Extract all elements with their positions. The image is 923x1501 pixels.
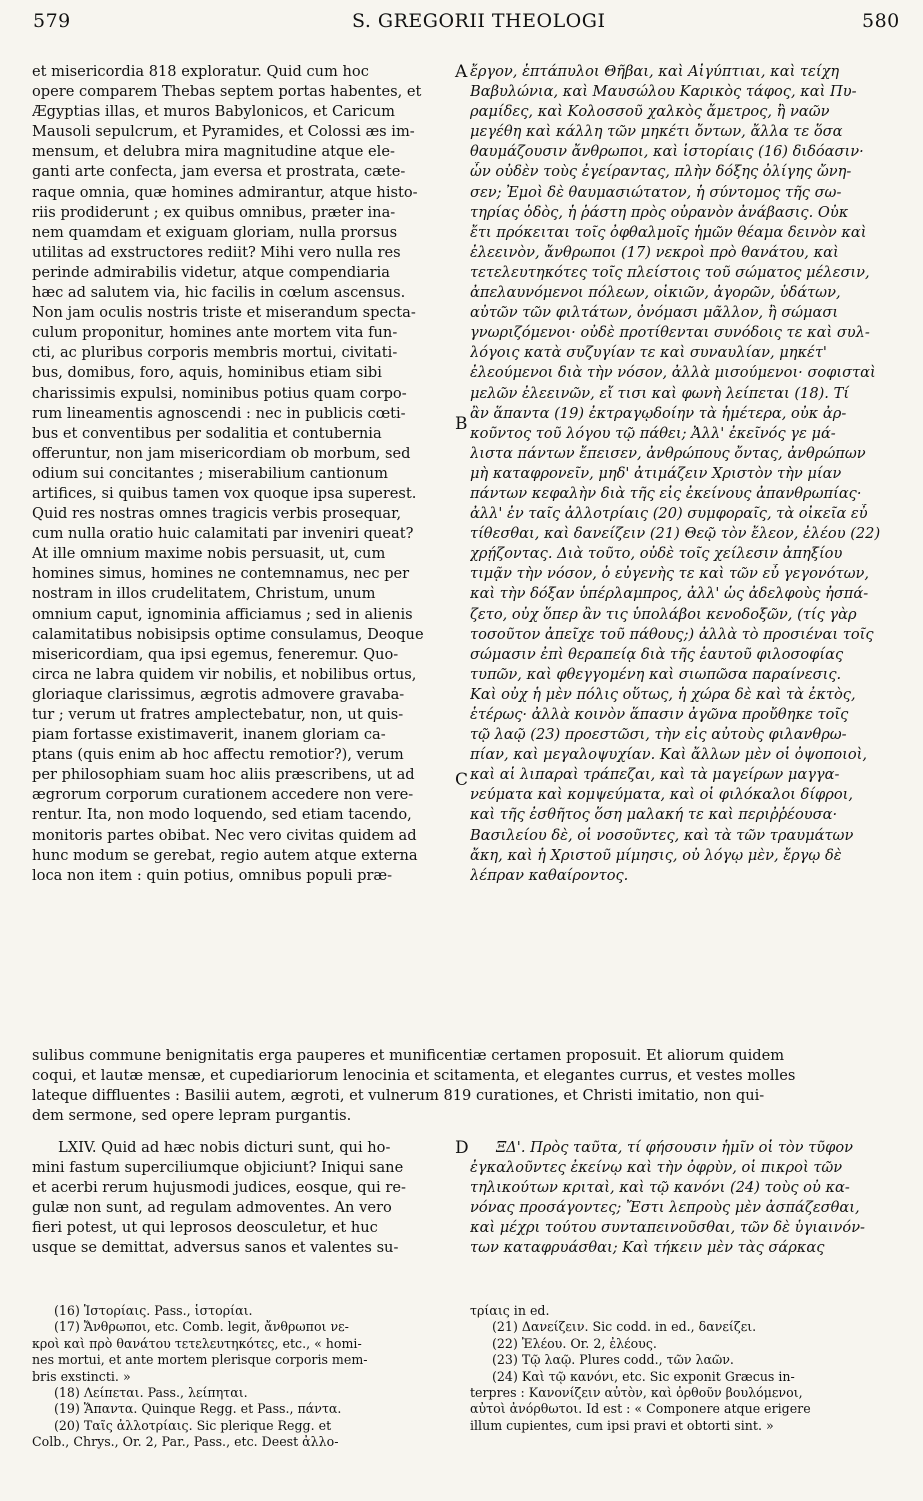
latin-text-line: loca non item : quin potius, omnibus populi præ- [32,866,393,884]
greek-text-line: ἐλεεινὸν, ἄνθρωποι (17) νεκροὶ πρὸ θανάτου, καὶ [470,243,839,261]
margin-marker-d: D [455,1138,469,1158]
greek-text-line: καὶ αἱ λιπαραὶ τράπεζαι, καὶ τὰ μαγείρων μαγγα- [470,766,840,784]
greek-text-line: νόνας προσάγοντες; Ἔστι λεπροὺς μὲν ἀσπάζεσθαι, [470,1199,860,1217]
latin-text-line: homines simus, homines ne contemnamus, nec per [32,565,410,583]
footnote-line: αὐτοὶ ἀνόρθωτοι. Id est : « Componere atque erigere [470,1401,811,1417]
greek-text-line: των καταφρυάσθαι; Καὶ τήκειν μὲν τὰς σάρκας [470,1239,825,1257]
footnote-line: (16) Ἱστορίαις. Pass., ἱστορίαι. [54,1303,253,1318]
running-title: S. GREGORII THEOLOGI [352,10,606,32]
greek-text-line: ἔργον, ἑπτάπυλοι Θῆβαι, καὶ Αἰγύπτιαι, καὶ τείχη [470,63,840,80]
full-width-text-line: coqui, et lautæ mensæ, et cupediariorum lenocinia et scitamenta, et elegantes currus, et vestes molles [32,1067,796,1085]
footnote-line: (21) Δανείζειν. Sic codd. in ed., δανείζει. [492,1319,757,1335]
latin-text-line: per philosophiam suam hoc aliis præscribens, ut ad [32,766,415,784]
margin-marker-a: A [455,62,468,82]
footnote-line: (23) Τῷ λαῷ. Plures codd., τῶν λαῶν. [492,1352,734,1368]
greek-text-line: ἑτέρως· ἀλλὰ κοινὸν ἅπασιν ἀγῶνα προὔθηκε τοῖς [470,706,849,723]
footnote-line: Colb., Chrys., Or. 2, Par., Pass., etc. Deest ἀλλο- [32,1434,339,1450]
greek-text-line: λιστα πάντων ἔπεισεν, ἀνθρώπους ὄντας, ἀνθρώπων [470,444,866,462]
greek-text-line: ἄκη, καὶ ἡ Χριστοῦ μίμησις, οὐ λόγῳ μὲν, ἔργῳ δὲ [470,846,842,864]
greek-text-line: τηρίας ὁδὸς, ἡ ῥάστη πρὸς οὐρανὸν ἀνάβασις. Οὐκ [470,203,849,221]
greek-text-line: ὧν οὐδὲν τοὺς ἐγείραντας, πλὴν δόξης ὀλίγης ὤνη- [470,163,852,181]
latin-text-line: ægrorum corporum curationem accedere non vere- [32,786,414,804]
latin-text-line: raque omnia, quæ homines admirantur, atque histo- [32,183,418,201]
greek-column-section-xd [470,1138,888,1259]
greek-text-line: πάντων κεφαλὴν διὰ τῆς εἰς ἐκείνους ἀπανθρωπίας· [470,484,862,502]
latin-text-line: calamitatibus nobisipsis optime consulamus, Deoque [32,625,424,643]
greek-text-line: λόγοις κατὰ συζυγίαν τε καὶ συναυλίαν, μηκέτ' [470,344,827,362]
greek-text-line: μὴ καταφρονεῖν, μηδ' ἀτιμάζειν Χριστὸν τὴν μίαν [470,464,842,482]
footnote-line: bris exstincti. » [32,1368,131,1384]
greek-text-line: σεν; Ἐμοὶ δὲ θαυμασιώτατον, ἡ σύντομος τῆς σω- [470,183,842,201]
footnote-line: (22) Ἐλέου. Or. 2, ἐλέους. [492,1335,657,1351]
latin-text-line: Non jam oculis nostris triste et miserandum specta- [32,304,416,322]
footnote-line: nes mortui, et ante mortem plerisque corporis mem- [32,1352,368,1368]
page-number-right: 580 [862,10,900,32]
greek-text-line: ἔτι πρόκειται τοῖς ὀφθαλμοῖς ἡμῶν θέαμα δεινὸν καὶ [470,223,867,241]
greek-text-line: κοῦντος τοῦ λόγου τῷ πάθει; Ἀλλ' ἐκεῖνός γε μά- [470,424,836,442]
greek-text-line: μελῶν ἐλεεινῶν, εἴ τισι καὶ φωνὴ λείπεται (18). Τί [470,384,850,402]
latin-text-line: riis prodiderunt ; ex quibus omnibus, præter ina- [32,203,396,221]
latin-text-line: usque se demittat, adversus sanos et valentes su- [32,1239,399,1257]
latin-column-section-lxiv [32,1138,452,1259]
full-width-paragraph [32,1046,889,1126]
footnote-line: (20) Ταῖς ἀλλοτρίαις. Sic plerique Regg. et [54,1417,332,1433]
greek-text-line: Καὶ οὐχ ἡ μὲν πόλις οὕτως, ἡ χώρα δὲ καὶ τὰ ἐκτὸς, [470,685,856,703]
greek-text-line: σώμασιν ἐπὶ θεραπείᾳ διὰ τῆς ἑαυτοῦ φιλοσοφίας [470,645,844,663]
margin-marker-c: C [455,770,469,790]
latin-text-line: ptans (quis enim ab hoc affectu remotior?), verum [32,746,404,764]
latin-text-line: cti, ac pluribus corporis membris mortui, civitati- [32,344,398,362]
greek-text-line: θαυμάζουσιν ἄνθρωποι, καὶ ἱστορίαις (16) διδόασιν· [470,143,864,161]
greek-text-line: ἀλλ' ἐν ταῖς ἀλλοτρίαις (20) συμφοραῖς, τὰ οἰκεῖα εὖ [470,505,868,523]
greek-text-line: τιμᾷν τὴν νόσον, ὁ εὐγενὴς τε καὶ τῶν εὖ γεγονότων, [470,565,869,583]
greek-text-line: μεγέθη καὶ κάλλη τῶν μηκέτι ὄντων, ἄλλα τε ὅσα [470,123,843,141]
greek-text-line: καὶ μέχρι τούτου συνταπεινοῦσθαι, τῶν δὲ ὑγιαινόν- [470,1219,865,1237]
greek-text-line: τυπῶν, καὶ φθεγγομένη καὶ σιωπῶσα παραίνεσις. [470,665,842,683]
full-width-text-line: sulibus commune benignitatis erga pauperes et munificentiæ certamen proposuit. Et aliorum quidem [32,1047,785,1064]
full-width-text-line: lateque diffluentes : Basilii autem, ægroti, et vulnerum 819 curationes, et Christi imitatio, non qui- [32,1087,765,1105]
latin-text-line: hæc ad salutem via, hic facilis in cœlum ascensus. [32,284,406,302]
page-header [0,0,923,40]
latin-text-line: monitoris partes obibat. Nec vero civitas quidem ad [32,826,417,844]
latin-text-line: LXIV. Quid ad hæc nobis dicturi sunt, qui ho- [58,1139,391,1156]
latin-text-line: et misericordia 818 exploratur. Quid cum hoc [32,63,369,80]
greek-text-line: τηλικούτων κριταὶ, καὶ τῷ κανόνι (24) τοὺς οὐ κα- [470,1179,850,1197]
greek-text-line: ραμίδες, καὶ Κολοσσοῦ χαλκὸς ἄμετρος, ἢ ναῶν [470,103,830,121]
greek-text-line: γνωριζόμενοι· οὐδὲ προτίθενται συνόδοις τε καὶ συλ- [470,324,870,342]
latin-text-line: circa ne labra quidem vir nobilis, et nobilibus ortus, [32,665,417,683]
greek-text-line: ζετο, οὐχ ὅπερ ἂν τις ὑπολάβοι κενοδοξῶν, (τίς γὰρ [470,605,857,623]
latin-text-line: charissimis expulsi, nominibus potius quam corpo- [32,384,407,402]
latin-text-line: hunc modum se gerebat, regio autem atque externa [32,846,418,864]
greek-text-line: τίθεσθαι, καὶ δανείζειν (21) Θεῷ τὸν ἔλεον, ἐλέου (22) [470,525,881,543]
footnotes-right [470,1303,888,1434]
latin-text-line: Mausoli sepulcrum, et Pyramides, et Colossi æs im- [32,123,415,141]
greek-text-line: τοσοῦτον ἀπεῖχε τοῦ πάθους;) ἀλλὰ τὸ προσιέναι τοῖς [470,625,874,643]
footnote-line: (18) Λείπεται. Pass., λείπηται. [54,1385,248,1401]
greek-text-line: καὶ τὴν δόξαν ὑπέρλαμπρος, ἀλλ' ὡς ἀδελφοὺς ἠσπά- [470,585,869,603]
full-width-text-line: dem sermone, sed opere lepram purgantis. [32,1107,352,1125]
latin-text-line: gloriaque clarissimus, ægrotis admovere gravaba- [32,685,405,703]
footnote-line: (17) Ἄνθρωποι, etc. Comb. legit, ἄνθρωποι νε- [54,1319,349,1335]
footnote-line: τρίαις in ed. [470,1303,550,1318]
latin-text-line: piam fortasse existimaverit, inanem gloriam ca- [32,726,386,744]
latin-column [32,62,452,886]
greek-text-line: Βαβυλώνια, καὶ Μαυσώλου Καρικὸς τάφος, καὶ Πυ- [470,83,857,101]
latin-text-line: bus et conventibus per sodalitia et contubernia [32,424,382,442]
latin-text-line: tur ; verum ut fratres amplectebatur, non, ut quis- [32,706,404,723]
greek-text-line: τῷ λαῷ (23) προεστῶσι, τὴν εἰς αὐτοὺς φιλανθρω- [470,726,847,744]
latin-text-line: nem quamdam et exiguam gloriam, nulla prorsus [32,223,398,241]
greek-column [470,62,888,886]
greek-text-line: ἐγκαλοῦντες ἐκείνῳ καὶ τὴν ὀφρὺν, οἱ πικροὶ τῶν [470,1159,843,1177]
latin-text-line: opere comparem Thebas septem portas habentes, et [32,83,422,101]
footnote-line: (19) Ἅπαντα. Quinque Regg. et Pass., πάντα. [54,1401,342,1417]
footnote-line: (24) Καὶ τῷ κανόνι, etc. Sic exponit Græcus in- [492,1368,795,1384]
latin-text-line: omnium caput, ignominia afficiamus ; sed in alienis [32,605,413,623]
latin-text-line: perinde admirabilis videtur, atque compendiaria [32,263,390,281]
latin-text-line: ganti arte confecta, jam eversa et prostrata, cæte- [32,163,406,181]
greek-text-line: καὶ τῆς ἐσθῆτος ὅση μαλακή τε καὶ περιῤῥέουσα· [470,806,838,824]
latin-text-line: cum nulla oratio huic calamitati par inveniri queat? [32,525,414,543]
latin-text-line: mensum, et delubra mira magnitudine atque ele- [32,143,395,161]
greek-text-line: ἀπελαυνόμενοι πόλεων, οἰκιῶν, ἀγορῶν, ὑδάτων, [470,284,841,302]
latin-text-line: culum proponitur, homines ante mortem vita fun- [32,324,398,342]
latin-text-line: mini fastum superciliumque objiciunt? Iniqui sane [32,1159,404,1177]
latin-text-line: misericordiam, qua ipsi egemus, feneremur. Quo- [32,645,399,663]
latin-text-line: rum lineamentis agnoscendi : nec in publicis cœti- [32,404,406,422]
greek-text-line: τετελευτηκότες τοῖς πλείστοις τοῦ σώματος μέλεσιν, [470,263,870,281]
latin-text-line: Quid res nostras omnes tragicis verbis prosequar, [32,505,402,523]
footnote-line: terpres : Κανονίζειν αὐτὸν, καὶ ὀρθοῦν βουλόμενοι, [470,1385,803,1401]
greek-text-line: νεύματα καὶ κομψεύματα, καὶ οἱ φιλόκαλοι δίφροι, [470,786,853,804]
latin-text-line: utilitas ad exstructores rediit? Mihi vero nulla res [32,243,401,261]
footnote-line: κροὶ καὶ πρὸ θανάτου τετελευτηκότες, etc., « homi- [32,1335,362,1351]
footnotes-left [32,1303,452,1451]
latin-text-line: At ille omnium maxime nobis persuasit, ut, cum [32,545,386,563]
latin-text-line: rentur. Ita, non modo loquendo, sed etiam tacendo, [32,806,412,824]
latin-text-line: Ægyptias illas, et muros Babylonicos, et Caricum [32,103,395,121]
greek-text-line: λέπραν καθαίροντος. [470,866,629,884]
greek-text-line: αὐτῶν τῶν φιλτάτων, ὀνόμασι μᾶλλον, ἢ σώμασι [470,304,839,322]
greek-text-line: Βασιλείου δὲ, οἱ νοσοῦντες, καὶ τὰ τῶν τραυμάτων [470,826,854,844]
greek-text-line: πίαν, καὶ μεγαλοψυχίαν. Καὶ ἄλλων μὲν οἱ ὀψοποιοὶ, [470,746,868,764]
latin-text-line: odium sui concitantes ; miserabilium cantionum [32,464,388,482]
latin-text-line: artifices, si quibus tamen vox quoque ipsa superest. [32,484,417,502]
greek-text-line: ΞΔ'. Πρὸς ταῦτα, τί φήσουσιν ἡμῖν οἱ τὸν τῦφον [496,1139,854,1156]
latin-text-line: bus, domibus, foro, aquis, hominibus etiam sibi [32,364,382,382]
latin-text-line: et acerbi rerum hujusmodi judices, eosque, qui re- [32,1179,406,1197]
latin-text-line: fieri potest, ut qui leprosos deosculetur, et huc [32,1219,378,1237]
latin-text-line: offeruntur, non jam misericordiam ob morbum, sed [32,444,411,462]
page-number-left: 579 [33,10,71,32]
greek-text-line: ἐλεούμενοι διὰ τὴν νόσον, ἀλλὰ μισούμενοι· σοφισταὶ [470,364,876,382]
latin-text-line: nostram in illos crudelitatem, Christum, unum [32,585,376,603]
margin-marker-b: B [455,414,468,434]
latin-text-line: gulæ non sunt, ad regulam admoventes. An vero [32,1199,392,1217]
greek-text-line: χρῄζοντας. Διὰ τοῦτο, οὐδὲ τοῖς χείλεσιν ἀπηξίου [470,545,843,563]
greek-text-line: ἂν ἅπαντα (19) ἐκτραγῳδοίην τὰ ἡμέτερα, οὐκ ἀρ- [470,404,847,422]
footnote-line: illum cupientes, cum ipsi pravi et obtorti sint. » [470,1417,774,1433]
